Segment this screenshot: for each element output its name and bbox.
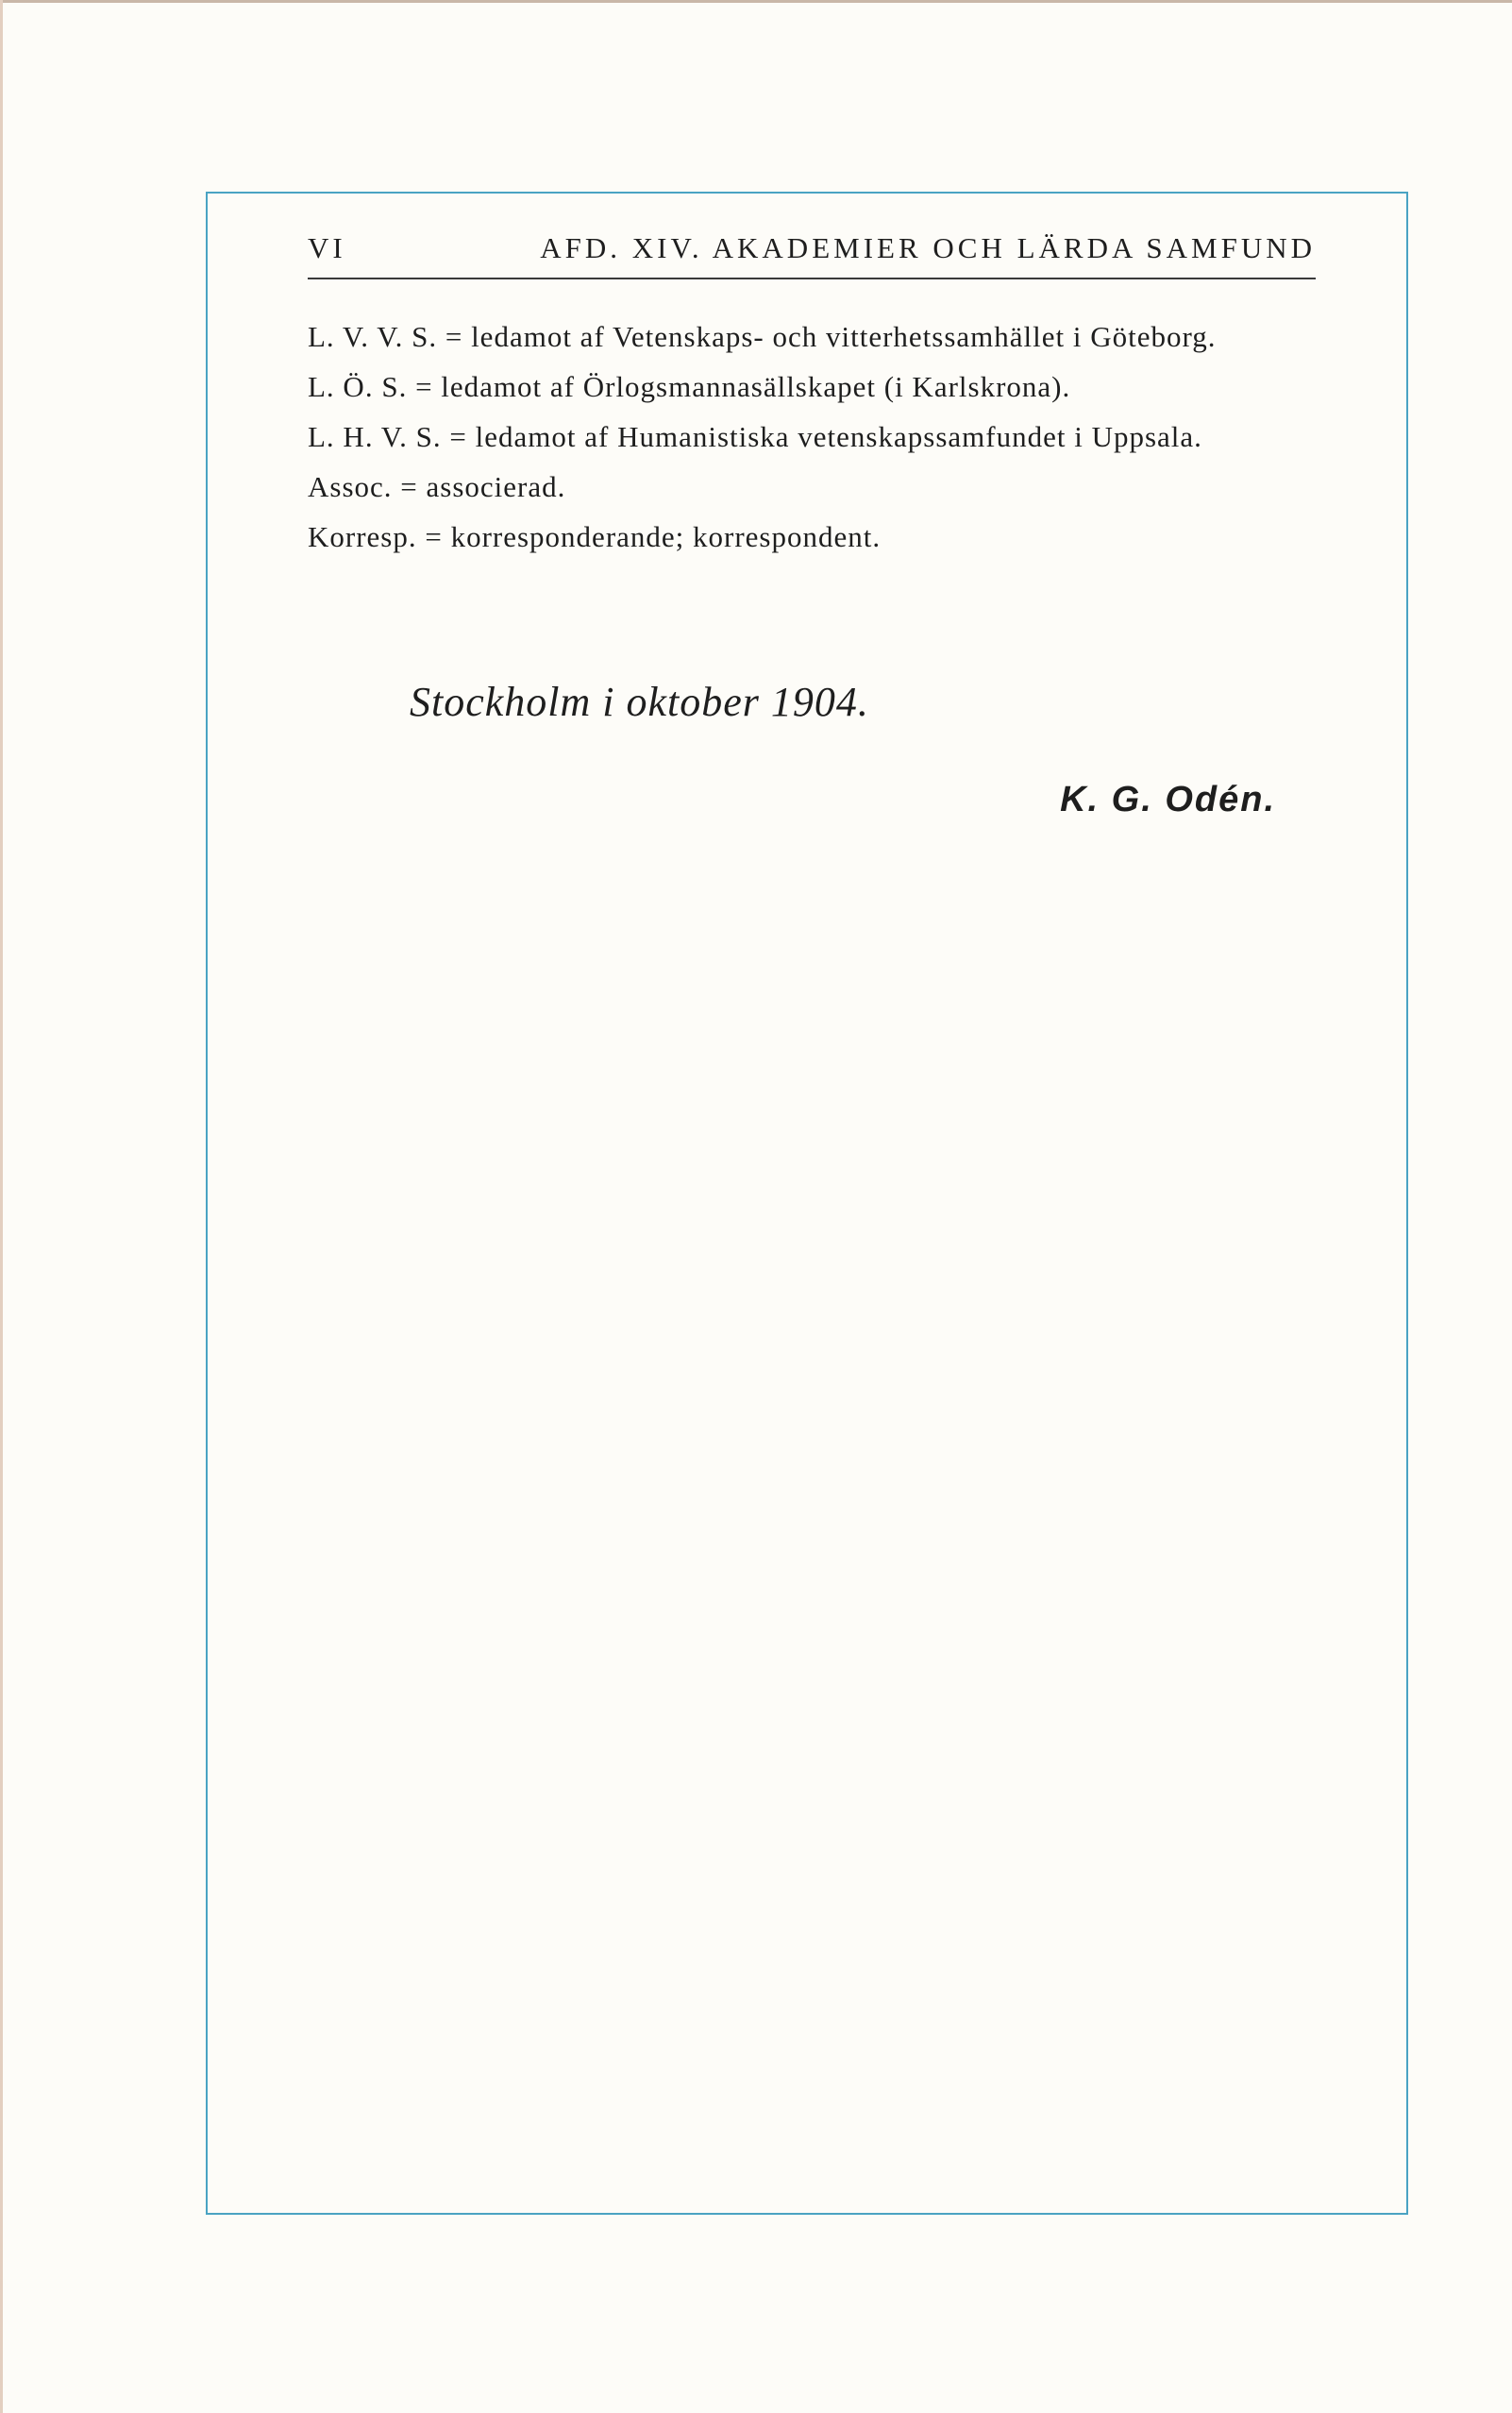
dateline: Stockholm i oktober 1904. [410, 679, 869, 725]
abbreviation-entry-assoc: Assoc. = associerad. [308, 470, 566, 503]
abbreviation-entry-lhvs: L. H. V. S. = ledamot af Humanistiska vetenskapssamfundet i Uppsala. [308, 420, 1202, 453]
abbreviation-entry-lvvs: L. V. V. S. = ledamot af Vetenskaps- och vitterhetssamhället i Göteborg. [308, 320, 1217, 353]
abbreviation-entry-los: L. Ö. S. = ledamot af Örlogsmannasällskapet (i Karlskrona). [308, 370, 1071, 403]
page-edge-left [0, 0, 3, 2413]
author-signature: K. G. Odén. [1060, 780, 1276, 819]
running-title: AFD. XIV. AKADEMIER OCH LÄRDA SAMFUND [540, 231, 1316, 264]
page-number: VI [308, 231, 346, 264]
page-edge-top [0, 0, 1512, 3]
running-header [308, 232, 1316, 279]
abbreviation-entry-korresp: Korresp. = korresponderande; korrespondent. [308, 520, 882, 553]
abbreviation-list [308, 312, 1316, 562]
